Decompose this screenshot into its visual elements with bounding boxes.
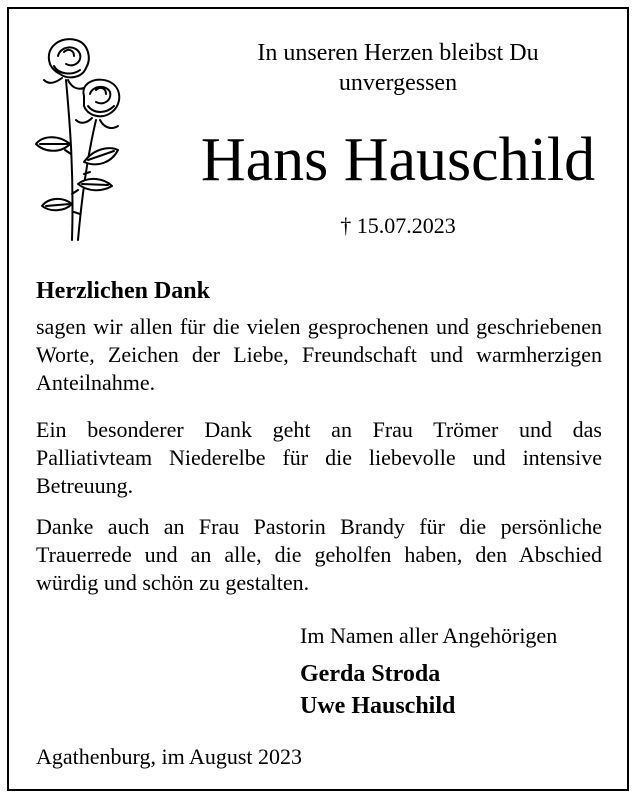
thanks-paragraph: sagen wir allen für die vielen gesprochenen und geschriebenen Worte, Zeichen der Liebe, Freundschaft und warmherzigen Anteilnahme. [36,314,602,395]
death-date: † 15.07.2023 [340,213,456,238]
motto-line-1: In unseren Herzen bleibst Du [257,40,539,66]
signer-name: Uwe Hauschild [300,693,456,719]
motto-line-2: unvergessen [338,70,458,96]
rose-icon [32,34,136,244]
place-date: Agathenburg, im August 2023 [36,744,303,769]
motto [222,38,574,98]
thanks-paragraph: Danke auch an Frau Pastorin Brandy für die persönliche Trauerrede und an alle, die geholfen haben, den Abschied würdig und schön zu gestalten. [36,514,602,595]
thanks-heading: Herzlichen Dank [36,278,210,304]
deceased-name: Hans Hauschild [200,126,596,194]
on-behalf-text: Im Namen aller Angehörigen [300,623,558,648]
thanks-paragraph: Ein besonderer Dank geht an Frau Trömer und das Palliativteam Niederelbe für die liebevolle und intensive Betreuung. [36,417,602,498]
signer-name: Gerda Stroda [300,661,441,687]
